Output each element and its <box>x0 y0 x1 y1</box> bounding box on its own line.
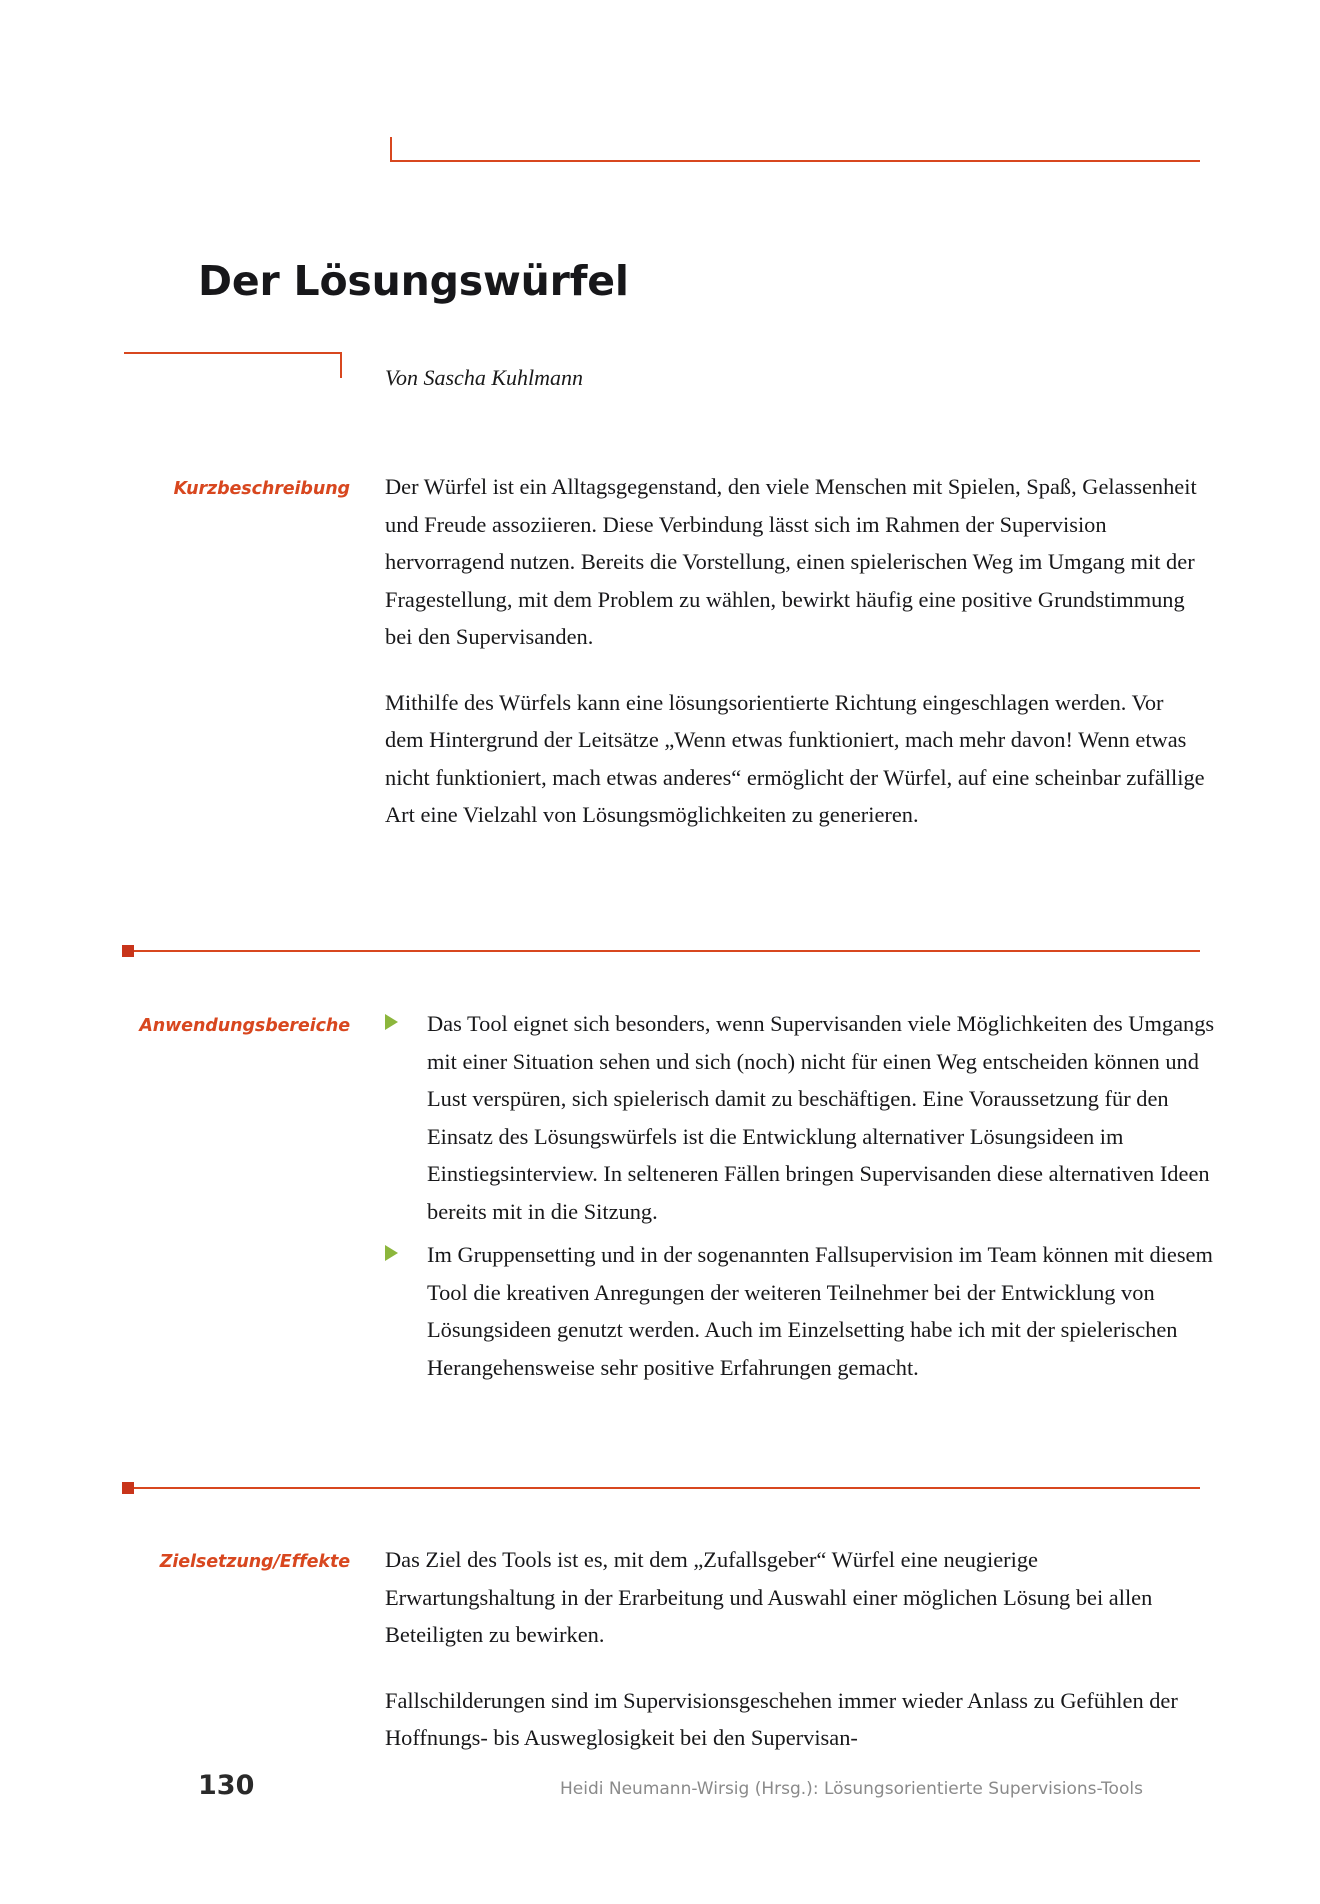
page-title: Der Lösungswürfel <box>198 257 629 306</box>
list-item-text: Im Gruppensetting und in der sogenannten Fallsupervision im Team können mit diesem Tool die kreativen Anregungen der weiteren Teilnehmer bei der Entwicklung von Lösungsideen genutzt werden. Auch im Einzelsetting habe ich mit der spielerischen Herangehensweise sehr positive Erfahrungen gemacht. <box>427 1242 1213 1380</box>
section-label-zielsetzung: Zielsetzung/Effekte <box>159 1552 350 1572</box>
section-separator <box>130 1487 1200 1489</box>
list-item <box>385 1236 1215 1386</box>
list-item <box>385 1005 1215 1230</box>
section-body-anwendungsbereiche <box>385 1005 1215 1392</box>
triangle-bullet-icon <box>385 1245 398 1261</box>
top-rule <box>390 160 1200 162</box>
section-separator <box>130 950 1200 952</box>
section-label-kurzbeschreibung: Kurzbeschreibung <box>173 479 350 499</box>
list-item-text: Das Tool eignet sich besonders, wenn Supervisanden viele Möglichkeiten des Umgangs mit einer Situation sehen und sich (noch) nicht für einen Weg entscheiden können und Lust verspüren, sich spielerisch damit zu beschäftigen. Eine Voraussetzung für den Einsatz des Lösungswürfels ist die Entwicklung alternativer Lösungsideen im Einstiegsinterview. In selteneren Fällen bringen Supervisanden diese alternativen Ideen bereits mit in die Sitzung. <box>427 1011 1215 1224</box>
footer-running-title: Heidi Neumann-Wirsig (Hrsg.): Lösungsorientierte Supervisions-Tools <box>560 1779 1143 1799</box>
triangle-bullet-icon <box>385 1014 398 1030</box>
paragraph: Mithilfe des Würfels kann eine lösungsorientierte Richtung eingeschlagen werden. Vor dem Hintergrund der Leitsätze „Wenn etwas funktioniert, mach mehr davon! Wenn etwas nicht funktioniert, mach etwas anderes“ ermöglicht der Würfel, auf eine scheinbar zufällige Art eine Vielzahl von Lösungsmöglichkeiten zu generieren. <box>385 689 1205 827</box>
author-rule-tick <box>340 352 342 378</box>
author-rule <box>124 352 342 354</box>
page-number: 130 <box>198 1770 255 1801</box>
section-label-anwendungsbereiche: Anwendungsbereiche <box>139 1016 350 1036</box>
paragraph: Fallschilderungen sind im Supervisionsgeschehen immer wieder Anlass zu Gefühlen der Hoffnungs- bis Ausweglosigkeit bei den Supervisan- <box>385 1687 1178 1750</box>
paragraph: Das Ziel des Tools ist es, mit dem „Zufallsgeber“ Würfel eine neugierige Erwartungshaltung in der Erarbeitung und Auswahl einer möglichen Lösung bei allen Beteiligten zu bewirken. <box>385 1547 1153 1647</box>
section-body-zielsetzung <box>385 1541 1205 1757</box>
author-byline: Von Sascha Kuhlmann <box>385 365 583 390</box>
top-rule-tick <box>390 137 392 162</box>
section-body-kurzbeschreibung <box>385 468 1205 834</box>
paragraph: Der Würfel ist ein Alltagsgegenstand, den viele Menschen mit Spielen, Spaß, Gelassenheit und Freude assoziieren. Diese Verbindung lässt sich im Rahmen der Supervision hervorragend nutzen. Bereits die Vorstellung, einen spielerischen Weg im Umgang mit der Fragestellung, mit dem Problem zu wählen, bewirkt häufig eine positive Grundstimmung bei den Supervisanden. <box>385 474 1197 649</box>
